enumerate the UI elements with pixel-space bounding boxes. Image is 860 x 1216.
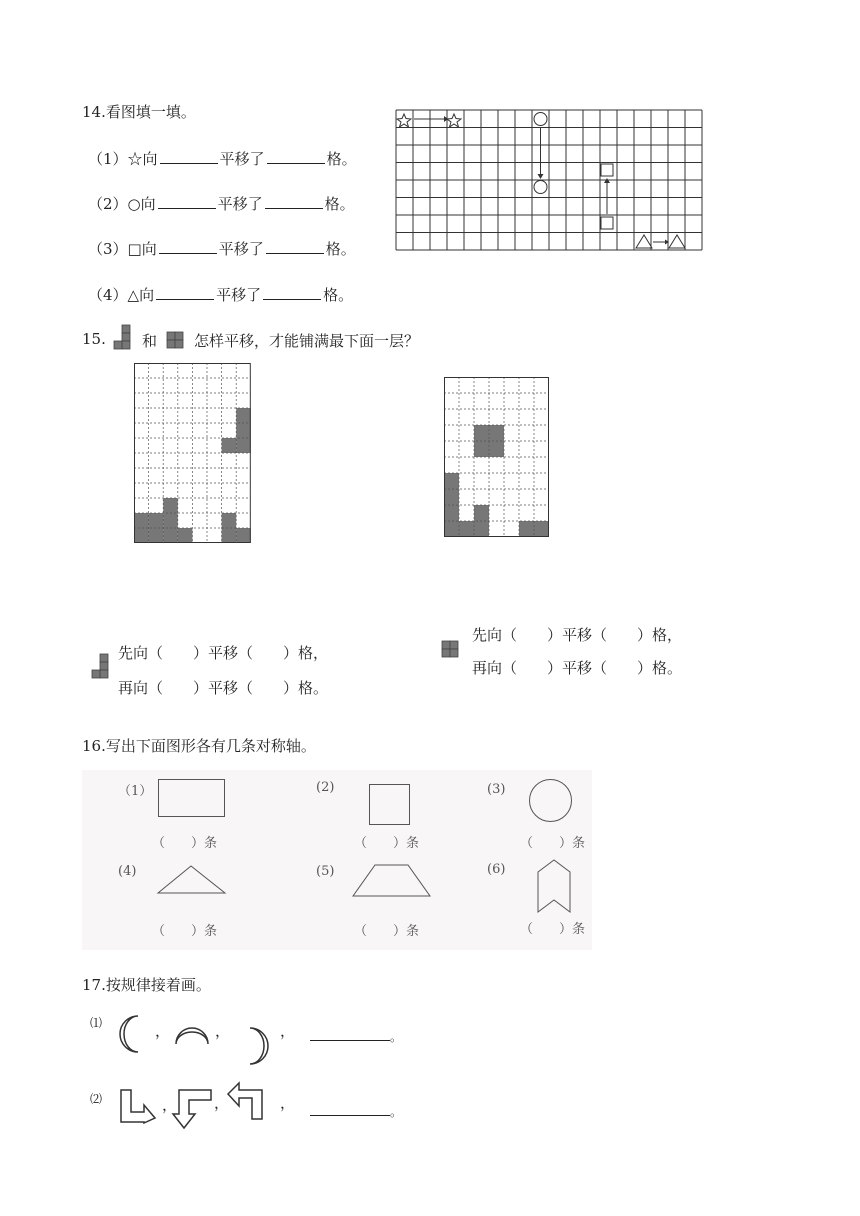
bent-arrow-left-icon: [226, 1082, 268, 1122]
shaded-cell: [474, 521, 489, 537]
q16-label-3: (3): [487, 782, 506, 797]
q16-answer-5[interactable]: （ ）条: [354, 924, 420, 939]
shaded-cell: [222, 513, 237, 528]
square-block-icon: [441, 640, 459, 658]
q15-left-grid: [134, 363, 252, 543]
shaded-cell: [178, 528, 193, 543]
q14-item-1-blank-count[interactable]: [267, 149, 325, 164]
q15-title: [82, 330, 106, 348]
shaded-cell: [474, 425, 489, 441]
shaded-cell: [149, 528, 164, 543]
q14-item-2-blank-count[interactable]: [265, 194, 323, 209]
circle-figure: [528, 778, 574, 824]
shaded-cell: [489, 441, 504, 457]
q17-comma: ，: [155, 1022, 171, 1040]
circle-icon: [534, 113, 547, 126]
bent-arrow-down-icon: [172, 1086, 212, 1130]
shaded-cell: [163, 513, 178, 528]
q16-label-5: (5): [316, 864, 335, 879]
q14-item-1-mid: 平移了: [219, 150, 265, 168]
q14-item-4-suffix: 格。: [323, 286, 354, 304]
trapezoid-figure: [352, 864, 432, 898]
shaded-cell: [444, 489, 459, 505]
q17-comma: ，: [280, 1022, 296, 1040]
shaded-cell: [236, 408, 251, 423]
q16-answer-4[interactable]: （ ）条: [152, 924, 218, 939]
q14-item-4-blank-direction[interactable]: [156, 285, 214, 300]
q15-question: 怎样平移，才能铺满最下面一层？: [194, 332, 420, 350]
q14-item-3-mid: 平移了: [218, 240, 264, 258]
q14-item-4: [88, 284, 353, 305]
q14-item-4-mid: 平移了: [216, 286, 262, 304]
q16-title: 16.写出下面图形各有几条对称轴。: [82, 737, 316, 755]
q17-comma: ，: [162, 1096, 178, 1114]
q17-answer-1[interactable]: [310, 1026, 390, 1041]
q17-comma: ，: [215, 1022, 231, 1040]
q15-right-line-1[interactable]: 先向（ ）平移（ ）格，: [472, 626, 683, 644]
shaded-cell: [236, 423, 251, 438]
q16-answer-1[interactable]: （ ）条: [152, 836, 218, 851]
shaded-cell: [519, 521, 534, 537]
q17-title: 17.按规律接着画。: [82, 976, 211, 994]
shaded-cell: [134, 528, 149, 543]
l-shape-icon: [90, 654, 110, 680]
shaded-cell: [474, 441, 489, 457]
star-icon: [397, 114, 411, 127]
q14-item-2: [88, 193, 355, 214]
q17-end: 。: [390, 1105, 403, 1119]
bent-arrow-right-icon: [118, 1088, 158, 1126]
rectangle-figure: [158, 779, 226, 819]
circle-icon: [534, 181, 547, 194]
q14-item-3-prefix: （3）□向: [88, 240, 157, 258]
shaded-cell: [459, 521, 474, 537]
q14-item-3-blank-direction[interactable]: [159, 239, 217, 254]
q17-comma: ，: [214, 1094, 230, 1112]
shaded-cell: [474, 505, 489, 521]
q15-right-line-2[interactable]: 再向（ ）平移（ ）格。: [472, 659, 683, 677]
shaded-cell: [236, 528, 251, 543]
shaded-cell: [444, 505, 459, 521]
q14-item-1: [88, 148, 357, 169]
q17-label-1: ⑴: [90, 1016, 103, 1030]
q16-answer-2[interactable]: （ ）条: [354, 836, 420, 851]
square-figure: [369, 784, 411, 826]
shaded-cell: [222, 528, 237, 543]
q17-answer-2[interactable]: [310, 1101, 390, 1116]
shaded-cell: [444, 521, 459, 537]
l-shape-icon: [112, 325, 132, 351]
star-icon: [447, 114, 461, 127]
square-block-icon: [166, 331, 184, 349]
q14-title: 14.看图填一填。: [82, 103, 196, 121]
q16-label-2: (2): [316, 780, 335, 795]
q17-comma: ，: [280, 1094, 296, 1112]
square-icon: [601, 217, 613, 229]
shaded-cell: [163, 528, 178, 543]
shaded-cell: [163, 498, 178, 513]
crescent-right-icon: [240, 1026, 270, 1066]
shaded-cell: [489, 425, 504, 441]
q17-end: 。: [390, 1030, 403, 1044]
triangle-icon: [669, 235, 685, 248]
q14-item-3-blank-count[interactable]: [266, 239, 324, 254]
q14-item-2-mid: 平移了: [217, 195, 263, 213]
shaded-cell: [236, 438, 251, 453]
q14-item-2-blank-direction[interactable]: [158, 194, 216, 209]
q14-item-4-blank-count[interactable]: [263, 285, 321, 300]
q16-answer-3[interactable]: （ ）条: [520, 836, 586, 851]
shaded-cell: [149, 513, 164, 528]
q14-item-1-prefix: （1）☆向: [88, 150, 158, 168]
shaded-cell: [534, 521, 549, 537]
crescent-left-icon: [118, 1014, 148, 1054]
q14-item-2-suffix: 格。: [324, 195, 355, 213]
q14-item-1-suffix: 格。: [326, 150, 357, 168]
square-icon: [601, 164, 613, 176]
shaded-cell: [444, 473, 459, 489]
q16-label-6: (6): [487, 862, 506, 877]
q15-right-grid: [444, 377, 549, 538]
q16-label-1: （1）: [118, 784, 153, 799]
shaded-cell: [222, 438, 237, 453]
q14-translation-grid: [396, 110, 704, 251]
crescent-up-icon: [174, 1020, 210, 1046]
q15-number: 15.: [82, 330, 106, 348]
q16-label-4: (4): [118, 864, 137, 879]
chevron-figure: [536, 858, 572, 914]
shaded-cell: [134, 513, 149, 528]
q17-label-2: ⑵: [90, 1092, 103, 1106]
q14-item-2-prefix: （2）○向: [88, 195, 156, 213]
q14-item-4-prefix: （4）△向: [88, 286, 155, 304]
q15-left-line-1[interactable]: 先向（ ）平移（ ）格，: [118, 644, 329, 662]
q14-item-3-suffix: 格。: [325, 240, 356, 258]
q15-and: 和: [142, 332, 158, 350]
triangle-figure: [157, 865, 227, 895]
q14-item-3: [88, 238, 356, 259]
q14-item-1-blank-direction[interactable]: [160, 149, 218, 164]
q15-left-line-2[interactable]: 再向（ ）平移（ ）格。: [118, 679, 329, 697]
triangle-icon: [636, 235, 652, 248]
q16-answer-6[interactable]: （ ）条: [520, 922, 586, 937]
